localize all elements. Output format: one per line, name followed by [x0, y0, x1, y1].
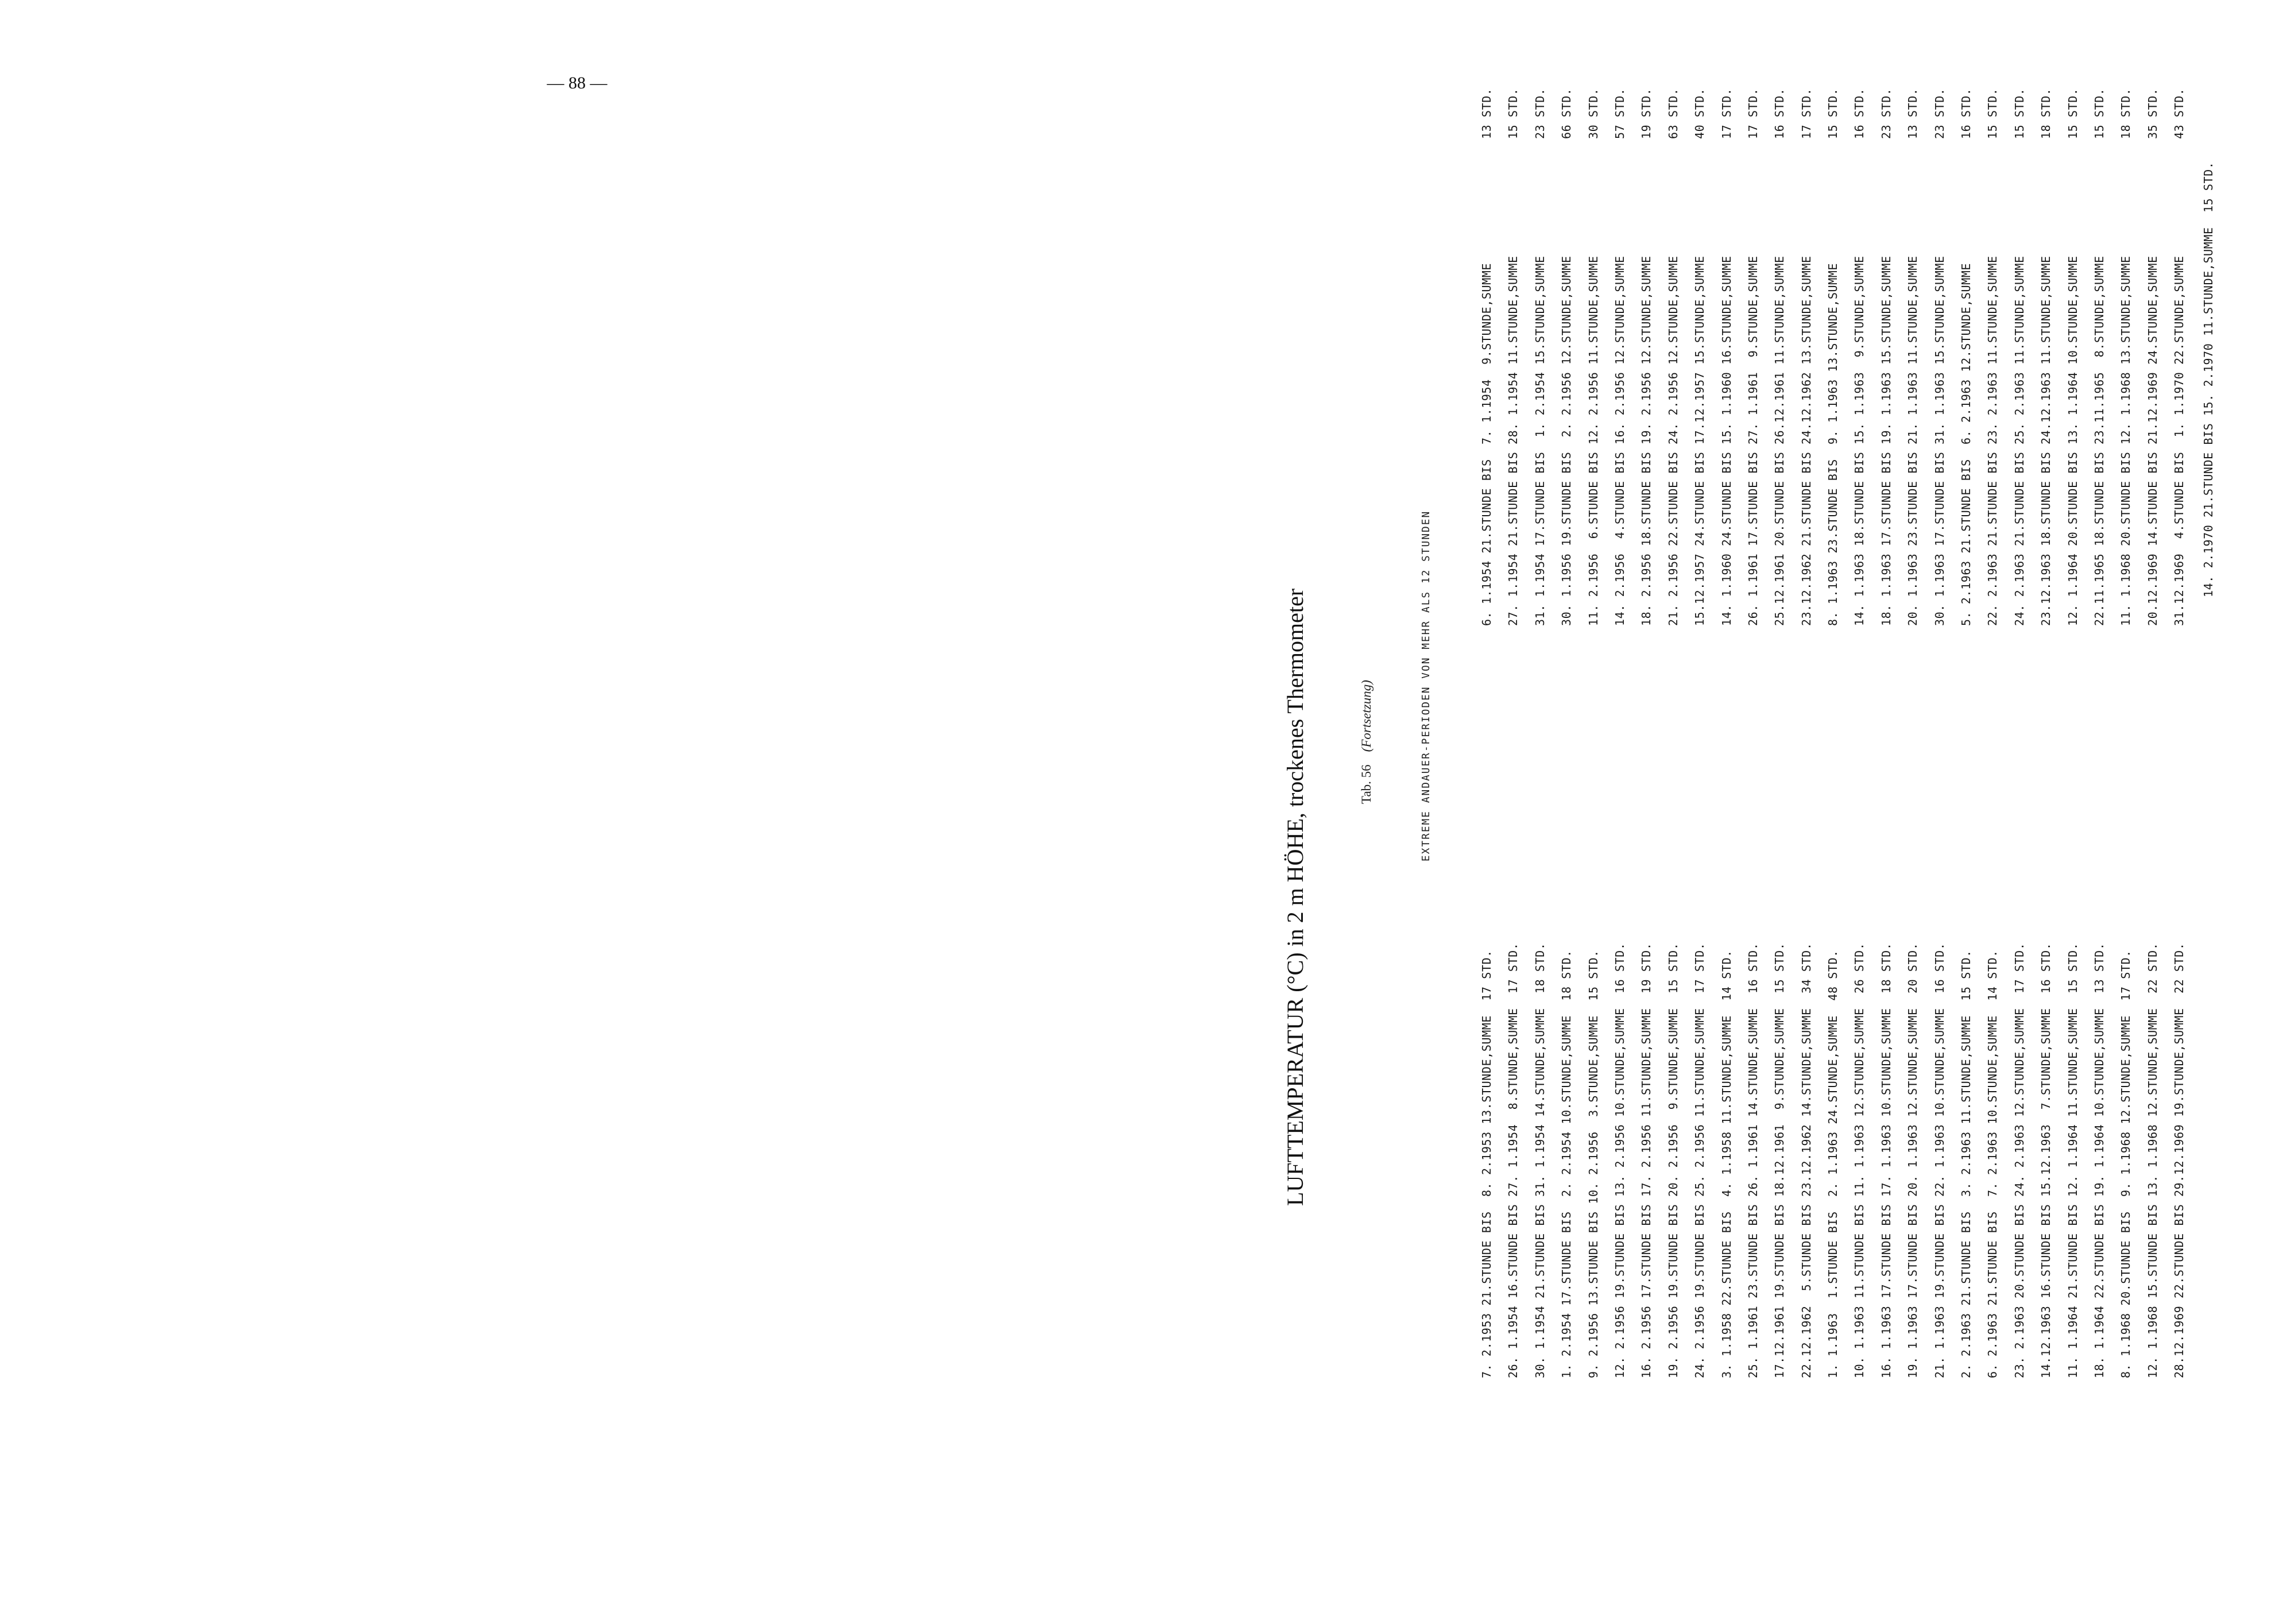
period-right: 5. 2.1963 21.STUNDE BIS 6. 2.1963 12.STUNDE,SUMME	[1959, 262, 1974, 626]
period-left: 6. 2.1963 21.STUNDE BIS 7. 2.1963 10.STUNDE,SUMME 14 STD.	[1986, 950, 2000, 1378]
period-left: 16. 1.1963 17.STUNDE BIS 17. 1.1963 10.STUNDE,SUMME 18 STD.	[1879, 942, 1893, 1378]
period-right: 26. 1.1961 17.STUNDE BIS 27. 1.1961 9.STUNDE,SUMME	[1746, 256, 1760, 626]
period-right: 31. 1.1954 17.STUNDE BIS 1. 2.1954 15.STUNDE,SUMME	[1533, 256, 1547, 626]
period-right: 23.12.1963 18.STUNDE BIS 24.12.1963 11.STUNDE,SUMME	[2039, 256, 2053, 626]
table-label	[1359, 680, 1374, 804]
period-right-sum: 63 STD.	[1666, 88, 1680, 139]
period-left: 30. 1.1954 21.STUNDE BIS 31. 1.1954 14.STUNDE,SUMME 18 STD.	[1533, 942, 1547, 1378]
period-left: 14.12.1963 16.STUNDE BIS 15.12.1963 7.STUNDE,SUMME 16 STD.	[2039, 942, 2053, 1378]
period-right: 6. 1.1954 21.STUNDE BIS 7. 1.1954 9.STUNDE,SUMME	[1480, 262, 1494, 626]
period-left: 1. 1.1963 1.STUNDE BIS 2. 1.1963 24.STUNDE,SUMME 48 STD.	[1826, 950, 1840, 1378]
period-left: 2. 2.1963 21.STUNDE BIS 3. 2.1963 11.STUNDE,SUMME 15 STD.	[1959, 950, 1974, 1378]
period-right: 24. 2.1963 21.STUNDE BIS 25. 2.1963 11.STUNDE,SUMME	[2012, 256, 2026, 626]
period-left: 9. 2.1956 13.STUNDE BIS 10. 2.1956 3.STUNDE,SUMME 15 STD.	[1586, 950, 1600, 1378]
period-left: 8. 1.1968 20.STUNDE BIS 9. 1.1968 12.STUNDE,SUMME 17 STD.	[2119, 950, 2133, 1378]
period-right: 20. 1.1963 23.STUNDE BIS 21. 1.1963 11.STUNDE,SUMME	[1906, 256, 1920, 626]
period-right-sum: 15 STD.	[1826, 88, 1840, 139]
period-right-sum: 30 STD.	[1586, 88, 1600, 139]
period-left: 11. 1.1964 21.STUNDE BIS 12. 1.1964 11.STUNDE,SUMME 15 STD.	[2065, 942, 2080, 1378]
period-right-sum: 43 STD.	[2172, 88, 2187, 139]
period-right: 11. 2.1956 6.STUNDE BIS 12. 2.1956 11.STUNDE,SUMME	[1586, 256, 1600, 626]
period-right: 25.12.1961 20.STUNDE BIS 26.12.1961 11.STUNDE,SUMME	[1773, 256, 1787, 626]
period-left: 7. 2.1953 21.STUNDE BIS 8. 2.1953 13.STUNDE,SUMME 17 STD.	[1480, 950, 1494, 1378]
period-right-sum: 16 STD.	[1959, 88, 1974, 139]
period-right-sum: 15 STD.	[2065, 88, 2080, 139]
period-right: 27. 1.1954 21.STUNDE BIS 28. 1.1954 11.STUNDE,SUMME	[1506, 256, 1520, 626]
period-right-sum: 23 STD.	[1932, 88, 1947, 139]
period-right: 30. 1.1956 19.STUNDE BIS 2. 2.1956 12.STUNDE,SUMME	[1560, 256, 1574, 626]
period-left: 28.12.1969 22.STUNDE BIS 29.12.1969 19.STUNDE,SUMME 22 STD.	[2172, 942, 2187, 1378]
period-right: 14. 1.1960 24.STUNDE BIS 15. 1.1960 16.STUNDE,SUMME	[1719, 256, 1734, 626]
period-left: 21. 1.1963 19.STUNDE BIS 22. 1.1963 10.STUNDE,SUMME 16 STD.	[1932, 942, 1947, 1378]
period-left: 17.12.1961 19.STUNDE BIS 18.12.1961 9.STUNDE,SUMME 15 STD.	[1773, 942, 1787, 1378]
page-number: — 88 —	[547, 74, 608, 92]
period-right: 21. 2.1956 22.STUNDE BIS 24. 2.1956 12.STUNDE,SUMME	[1666, 256, 1680, 626]
period-right-sum: 17 STD.	[1799, 88, 1813, 139]
period-right-sum: 13 STD.	[1480, 88, 1494, 139]
period-left: 12. 2.1956 19.STUNDE BIS 13. 2.1956 10.STUNDE,SUMME 16 STD.	[1612, 942, 1627, 1378]
period-left: 22.12.1962 5.STUNDE BIS 23.12.1962 14.STUNDE,SUMME 34 STD.	[1799, 942, 1813, 1378]
period-right-sum: 19 STD.	[1639, 88, 1654, 139]
table-footer-line: 14. 2.1970 21.STUNDE BIS 15. 2.1970 11.STUNDE,SUMME 15 STD.	[2202, 161, 2215, 597]
period-right-sum: 23 STD.	[1879, 88, 1893, 139]
table-number: Tab. 56	[1359, 764, 1373, 804]
period-left: 24. 2.1956 19.STUNDE BIS 25. 2.1956 11.STUNDE,SUMME 17 STD.	[1693, 942, 1707, 1378]
period-right-sum: 13 STD.	[1906, 88, 1920, 139]
period-right-sum: 40 STD.	[1693, 88, 1707, 139]
period-right-sum: 16 STD.	[1773, 88, 1787, 139]
period-right-sum: 17 STD.	[1719, 88, 1734, 139]
period-right-sum: 16 STD.	[1852, 88, 1867, 139]
period-right-sum: 17 STD.	[1746, 88, 1760, 139]
period-right: 18. 2.1956 18.STUNDE BIS 19. 2.1956 12.STUNDE,SUMME	[1639, 256, 1654, 626]
period-left: 19. 1.1963 17.STUNDE BIS 20. 1.1963 12.STUNDE,SUMME 20 STD.	[1906, 942, 1920, 1378]
period-left: 12. 1.1968 15.STUNDE BIS 13. 1.1968 12.STUNDE,SUMME 22 STD.	[2145, 942, 2160, 1378]
period-right: 22. 2.1963 21.STUNDE BIS 23. 2.1963 11.STUNDE,SUMME	[1986, 256, 2000, 626]
table-heading: EXTREME ANDAUER-PERIODEN VON MEHR ALS 12 STUNDEN	[1421, 510, 1432, 861]
page-title: LUFTTEMPERATUR (°C) in 2 m HÖHE, trockenes Thermometer	[1282, 588, 1308, 1206]
period-left: 10. 1.1963 11.STUNDE BIS 11. 1.1963 12.STUNDE,SUMME 26 STD.	[1852, 942, 1867, 1378]
period-right-sum: 18 STD.	[2039, 88, 2053, 139]
period-right: 30. 1.1963 17.STUNDE BIS 31. 1.1963 15.STUNDE,SUMME	[1932, 256, 1947, 626]
period-left: 16. 2.1956 17.STUNDE BIS 17. 2.1956 11.STUNDE,SUMME 19 STD.	[1639, 942, 1654, 1378]
period-left: 1. 2.1954 17.STUNDE BIS 2. 2.1954 10.STUNDE,SUMME 18 STD.	[1560, 950, 1574, 1378]
period-left: 23. 2.1963 20.STUNDE BIS 24. 2.1963 12.STUNDE,SUMME 17 STD.	[2012, 942, 2026, 1378]
period-right-sum: 15 STD.	[1986, 88, 2000, 139]
period-right: 22.11.1965 18.STUNDE BIS 23.11.1965 8.STUNDE,SUMME	[2092, 256, 2106, 626]
period-right-sum: 23 STD.	[1533, 88, 1547, 139]
period-right: 14. 1.1963 18.STUNDE BIS 15. 1.1963 9.STUNDE,SUMME	[1852, 256, 1867, 626]
table-continuation: (Fortsetzung)	[1359, 680, 1373, 752]
period-right-sum: 15 STD.	[2092, 88, 2106, 139]
rotated-table-block	[1184, 0, 2275, 1378]
period-right: 20.12.1969 14.STUNDE BIS 21.12.1969 24.STUNDE,SUMME	[2145, 256, 2160, 626]
period-left: 3. 1.1958 22.STUNDE BIS 4. 1.1958 11.STUNDE,SUMME 14 STD.	[1719, 950, 1734, 1378]
period-right-sum: 18 STD.	[2119, 88, 2133, 139]
period-left: 18. 1.1964 22.STUNDE BIS 19. 1.1964 10.STUNDE,SUMME 13 STD.	[2092, 942, 2106, 1378]
period-left: 25. 1.1961 23.STUNDE BIS 26. 1.1961 14.STUNDE,SUMME 16 STD.	[1746, 942, 1760, 1378]
period-right: 8. 1.1963 23.STUNDE BIS 9. 1.1963 13.STUNDE,SUMME	[1826, 262, 1840, 626]
period-right: 15.12.1957 24.STUNDE BIS 17.12.1957 15.STUNDE,SUMME	[1693, 256, 1707, 626]
period-right: 18. 1.1963 17.STUNDE BIS 19. 1.1963 15.STUNDE,SUMME	[1879, 256, 1893, 626]
period-left: 19. 2.1956 19.STUNDE BIS 20. 2.1956 9.STUNDE,SUMME 15 STD.	[1666, 942, 1680, 1378]
period-right: 11. 1.1968 20.STUNDE BIS 12. 1.1968 13.STUNDE,SUMME	[2119, 256, 2133, 626]
period-right-sum: 15 STD.	[1506, 88, 1520, 139]
period-right-sum: 15 STD.	[2012, 88, 2026, 139]
period-right-sum: 66 STD.	[1560, 88, 1574, 139]
period-right: 14. 2.1956 4.STUNDE BIS 16. 2.1956 12.STUNDE,SUMME	[1612, 256, 1627, 626]
period-right-sum: 35 STD.	[2145, 88, 2160, 139]
period-right-sum: 57 STD.	[1612, 88, 1627, 139]
period-right: 12. 1.1964 20.STUNDE BIS 13. 1.1964 10.STUNDE,SUMME	[2065, 256, 2080, 626]
period-right: 23.12.1962 21.STUNDE BIS 24.12.1962 13.STUNDE,SUMME	[1799, 256, 1813, 626]
period-left: 26. 1.1954 16.STUNDE BIS 27. 1.1954 8.STUNDE,SUMME 17 STD.	[1506, 942, 1520, 1378]
period-right: 31.12.1969 4.STUNDE BIS 1. 1.1970 22.STUNDE,SUMME	[2172, 256, 2187, 626]
